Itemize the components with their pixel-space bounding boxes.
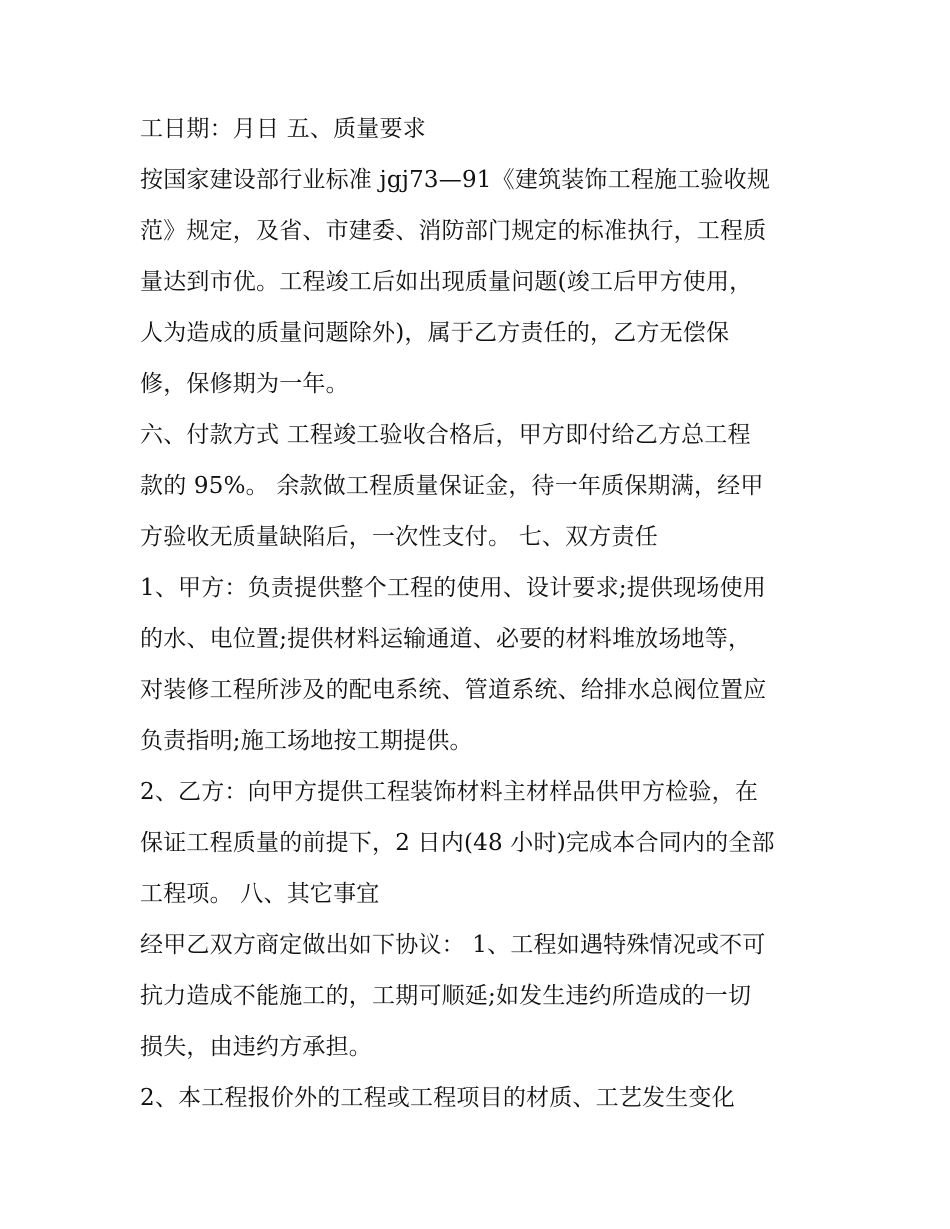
document-body (140, 104, 830, 1124)
text-line-7: 六、付款方式 工程竣工验收合格后，甲方即付给乙方总工程 (140, 422, 751, 448)
text-line-12: 对装修工程所涉及的配电系统、管道系统、给排水总阀位置应 (140, 677, 767, 703)
text-line-18: 抗力造成不能施工的，工期可顺延;如发生违约所造成的一切 (140, 983, 752, 1009)
text-line-1: 工日期：月日 五、质量要求 (140, 116, 426, 142)
text-line-17: 经甲乙双方商定做出如下协议： 1、工程如遇特殊情况或不可 (140, 932, 766, 958)
text-line-9: 方验收无质量缺陷后，一次性支付。 七、双方责任 (140, 524, 658, 550)
text-line-13: 负责指明;施工场地按工期提供。 (140, 728, 473, 754)
text-line-15: 保证工程质量的前提下，2 日内(48 小时)完成本合同内的全部 (140, 830, 775, 856)
text-line-3: 范》规定，及省、市建委、消防部门规定的标准执行，工程质 (140, 218, 767, 244)
text-line-19: 损失，由违约方承担。 (140, 1034, 372, 1060)
text-line-11: 的水、电位置;提供材料运输通道、必要的材料堆放场地等， (140, 626, 752, 652)
text-line-14: 2、乙方：向甲方提供工程装饰材料主材样品供甲方检验，在 (140, 779, 759, 805)
text-line-5: 人为造成的质量问题除外)，属于乙方责任的，乙方无偿保 (140, 320, 730, 346)
text-line-10: 1、甲方：负责提供整个工程的使用、设计要求;提供现场使用 (140, 575, 766, 601)
text-line-16: 工程项。 八、其它事宜 (140, 881, 380, 907)
text-line-8: 款的 95%。 余款做工程质量保证金，待一年质保期满，经甲 (140, 473, 764, 499)
text-line-4: 量达到市优。工程竣工后如出现质量问题(竣工后甲方使用， (140, 269, 753, 295)
text-line-2: 按国家建设部行业标准 jgj73—91《建筑装饰工程施工验收规 (140, 167, 771, 193)
text-line-20: 2、本工程报价外的工程或工程项目的材质、工艺发生变化 (140, 1085, 735, 1111)
text-line-6: 修，保修期为一年。 (140, 371, 349, 397)
